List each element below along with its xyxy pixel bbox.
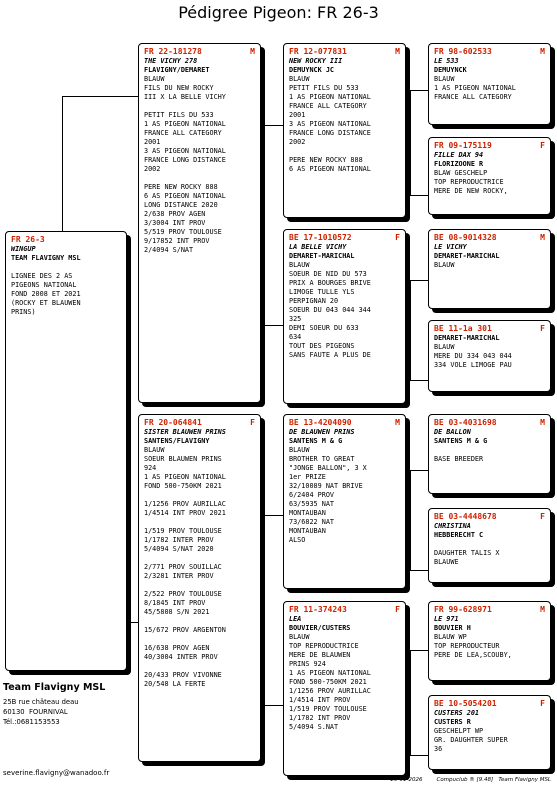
breeder-name: TEAM FLAVIGNY MSL bbox=[11, 254, 81, 262]
connector-line bbox=[263, 515, 264, 705]
info-line: FRANCE ALL CATEGORY bbox=[144, 129, 222, 137]
breeder-name: DEMUYNCK JC bbox=[289, 66, 335, 74]
pigeon-name: NEW ROCKY III bbox=[289, 57, 343, 65]
ring-number: FR 20-064841 bbox=[144, 418, 202, 427]
sex-badge: M bbox=[250, 47, 255, 56]
ring-number: FR 26-3 bbox=[11, 235, 45, 244]
pigeon-name: FILLE DAX 94 bbox=[434, 151, 484, 159]
phone-line: Tél.:0681153553 bbox=[3, 718, 60, 726]
pigeon-card-dss bbox=[428, 414, 551, 494]
info-line: 6 AS PIGEON NATIONAL bbox=[144, 192, 226, 200]
address-line: 25B rue château deau bbox=[3, 698, 79, 706]
info-line: PETIT FILS DU 533 bbox=[144, 111, 214, 119]
pigeon-name: CUSTERS 201 bbox=[434, 709, 480, 717]
team-name: Team Flavigny MSL bbox=[3, 682, 106, 693]
info-line: 63/5935 NAT bbox=[289, 500, 335, 508]
ring-number: BE 11-1a 301 bbox=[434, 324, 492, 333]
info-line: PERE DE LEA,SCOUBY, bbox=[434, 651, 512, 659]
breeder-name: DEMUYNCK bbox=[434, 66, 467, 74]
ring-number: FR 12-077831 bbox=[289, 47, 347, 56]
info-line: 9/17852 INT PROV bbox=[144, 237, 210, 245]
info-line: 15/672 PROV ARGENTON bbox=[144, 626, 226, 634]
sex-badge: F bbox=[250, 418, 255, 427]
breeder-name: SANTENS/FLAVIGNY bbox=[144, 437, 210, 445]
info-line: 2002 bbox=[144, 165, 161, 173]
info-line: BLAUWE bbox=[434, 558, 459, 566]
info-line: 1/519 PROV TOULOUSE bbox=[289, 705, 367, 713]
info-line: BLAUW bbox=[289, 75, 310, 83]
info-line: MERE DE NEW ROCKY, bbox=[434, 187, 508, 195]
info-line: 2/638 PROV AGEN bbox=[144, 210, 206, 218]
pigeon-card-dam bbox=[138, 414, 261, 762]
info-line: PIGEONS NATIONAL bbox=[11, 281, 77, 289]
address-line: 60130 FOURNIVAL bbox=[3, 708, 68, 716]
info-line: PETIT FILS DU 533 bbox=[289, 84, 359, 92]
info-line: 20/433 PROV VIVONNE bbox=[144, 671, 222, 679]
info-line: 5/4094 S.NAT bbox=[289, 723, 339, 731]
sex-badge: F bbox=[540, 699, 545, 708]
info-line: 5/4094 S/NAT 2020 bbox=[144, 545, 214, 553]
sex-badge: M bbox=[395, 47, 400, 56]
info-line: BLAUW bbox=[289, 261, 310, 269]
info-line: 325 bbox=[289, 315, 302, 323]
info-line: GESCHELPT WP bbox=[434, 727, 484, 735]
info-line: BLAUW bbox=[144, 446, 165, 454]
sex-badge: F bbox=[395, 233, 400, 242]
card-header bbox=[434, 47, 545, 57]
breeder-name: FLORIZOONE R bbox=[434, 160, 484, 168]
info-line: PRINS 924 bbox=[289, 660, 326, 668]
pigeon-name: LEA bbox=[289, 615, 302, 623]
info-line: 16/638 PROV AGEN bbox=[144, 644, 210, 652]
info-line: PRIX A BOURGES BRIVE bbox=[289, 279, 371, 287]
pigeon-name: DE BLAUWEN PRINS bbox=[289, 428, 355, 436]
info-line: BLAUW bbox=[434, 261, 455, 269]
info-line: 45/5808 S/N 2021 bbox=[144, 608, 210, 616]
info-line: ALSO bbox=[289, 536, 306, 544]
info-line bbox=[144, 491, 255, 500]
info-line: TOUT DES PIGEONS bbox=[289, 342, 355, 350]
pigeon-card-sire-sire bbox=[283, 43, 406, 218]
info-line: 2002 bbox=[289, 138, 306, 146]
info-line: 1/519 PROV TOULOUSE bbox=[144, 527, 222, 535]
page-title: Pédigree Pigeon: FR 26-3 bbox=[178, 3, 379, 22]
info-line: 924 bbox=[144, 464, 157, 472]
info-line: BLAUW bbox=[289, 633, 310, 641]
info-line: 1/4514 INT PROV 2021 bbox=[144, 509, 226, 517]
info-line: 634 bbox=[289, 333, 302, 341]
connector-line bbox=[410, 650, 411, 755]
info-line bbox=[144, 102, 255, 111]
card-header bbox=[289, 233, 400, 243]
info-line: MONTAUBAN bbox=[289, 509, 326, 517]
info-line: "JONGE BALLON", 3 X bbox=[289, 464, 367, 472]
connector-line bbox=[263, 705, 283, 706]
ring-number: FR 09-175119 bbox=[434, 141, 492, 150]
connector-line bbox=[62, 96, 138, 97]
sex-badge: F bbox=[540, 141, 545, 150]
info-line: TOP REPRODUCTRICE bbox=[289, 642, 359, 650]
info-line: 6/2404 PROV bbox=[289, 491, 335, 499]
connector-line bbox=[263, 325, 283, 326]
sex-badge: F bbox=[395, 605, 400, 614]
info-line: 6 AS PIGEON NATIONAL bbox=[289, 165, 371, 173]
info-line: 1/1782 INTER PROV bbox=[144, 536, 214, 544]
card-header bbox=[289, 605, 400, 615]
info-line: 2/771 PROV SOUILLAC bbox=[144, 563, 222, 571]
connector-line bbox=[263, 125, 264, 325]
info-line: 1 AS PIGEON NATIONAL bbox=[289, 669, 371, 677]
connector-line bbox=[410, 380, 428, 381]
card-header bbox=[289, 47, 400, 57]
ring-number: BE 17-1010572 bbox=[289, 233, 352, 242]
info-line: 1 AS PIGEON NATIONAL bbox=[289, 93, 371, 101]
info-line: DEMI SOEUR DU 633 bbox=[289, 324, 359, 332]
info-line: 32/10089 NAT BRIVE bbox=[289, 482, 363, 490]
pigeon-name: THE VICHY 278 bbox=[144, 57, 198, 65]
info-line: MONTAUBAN bbox=[289, 527, 326, 535]
info-line: 3 AS PIGEON NATIONAL bbox=[289, 120, 371, 128]
ring-number: FR 98-602533 bbox=[434, 47, 492, 56]
info-line bbox=[11, 263, 121, 272]
sex-badge: M bbox=[395, 418, 400, 427]
breeder-name: DEMARET-MARICHAL bbox=[434, 252, 500, 260]
card-header bbox=[289, 418, 400, 428]
card-header bbox=[434, 699, 545, 709]
info-line: BLAUW bbox=[144, 75, 165, 83]
info-line: 334 VOLE LIMOGE PAU bbox=[434, 361, 512, 369]
connector-line bbox=[410, 280, 411, 380]
ring-number: FR 99-628971 bbox=[434, 605, 492, 614]
breeder-name: HEBBERECHT C bbox=[434, 531, 484, 539]
info-line: 1/1256 PROV AURILLAC bbox=[289, 687, 371, 695]
info-line: 3 AS PIGEON NATIONAL bbox=[144, 147, 226, 155]
connector-line bbox=[263, 125, 283, 126]
breeder-name: SANTENS M & G bbox=[289, 437, 343, 445]
pigeon-name: SISTER BLAUWEN PRINS bbox=[144, 428, 226, 436]
info-line: SANS FAUTE A PLUS DE bbox=[289, 351, 371, 359]
pigeon-card-subject bbox=[5, 231, 127, 671]
pigeon-name: LE 533 bbox=[434, 57, 459, 65]
connector-line bbox=[410, 470, 428, 471]
connector-line bbox=[410, 280, 428, 281]
info-line bbox=[144, 518, 255, 527]
info-line: 1/4514 INT PROV bbox=[289, 696, 351, 704]
info-line: FOND 500-750KM 2021 bbox=[144, 482, 222, 490]
info-line bbox=[434, 446, 545, 455]
pigeon-card-sdd bbox=[428, 320, 551, 392]
connector-line bbox=[410, 90, 411, 195]
pigeon-card-sire bbox=[138, 43, 261, 403]
info-line bbox=[144, 174, 255, 183]
pigeon-name: LE VICHY bbox=[434, 243, 467, 251]
card-header bbox=[434, 233, 545, 243]
info-line bbox=[144, 581, 255, 590]
info-line: FRANCE LONG DISTANCE bbox=[289, 129, 371, 137]
info-line: FRANCE ALL CATEGORY bbox=[434, 93, 512, 101]
info-line: 2/522 PROV TOULOUSE bbox=[144, 590, 222, 598]
sex-badge: M bbox=[540, 605, 545, 614]
sex-badge: F bbox=[540, 324, 545, 333]
breeder-name: DEMARET-MARICHAL bbox=[434, 334, 500, 342]
breeder-name: FLAVIGNY/DEMARET bbox=[144, 66, 210, 74]
pigeon-card-ssd bbox=[428, 137, 551, 215]
info-line: FRANCE ALL CATEGORY bbox=[289, 102, 367, 110]
info-line: SOEUR DU 043 044 344 bbox=[289, 306, 371, 314]
info-line: 1/1256 PROV AURILLAC bbox=[144, 500, 226, 508]
card-header bbox=[434, 324, 545, 334]
card-header bbox=[434, 141, 545, 151]
info-line: BLAUW bbox=[434, 75, 455, 83]
info-line: 1/1782 INT PROV bbox=[289, 714, 351, 722]
card-header bbox=[11, 235, 121, 245]
pigeon-card-dam-dam bbox=[283, 601, 406, 776]
info-line: BLAUW bbox=[289, 446, 310, 454]
breeder-name: CUSTERS R bbox=[434, 718, 471, 726]
pigeon-name: CHRISTINA bbox=[434, 522, 471, 530]
info-line: 1 AS PIGEON NATIONAL bbox=[144, 120, 226, 128]
info-line: SOEUR BLAUWEN PRINS bbox=[144, 455, 222, 463]
info-line: PERE NEW ROCKY 888 bbox=[289, 156, 363, 164]
ring-number: BE 13-4204090 bbox=[289, 418, 352, 427]
email-link[interactable]: severine.flavigny@wanadoo.fr bbox=[3, 769, 110, 777]
info-line: LIGNEE DES 2 AS bbox=[11, 272, 73, 280]
info-line: III X LA BELLE VICHY bbox=[144, 93, 226, 101]
info-line bbox=[144, 635, 255, 644]
info-line: BLAUW bbox=[434, 343, 455, 351]
info-line: PRINS) bbox=[11, 308, 36, 316]
info-line: 20/548 LA FERTE bbox=[144, 680, 206, 688]
info-line: SOEUR DE NID DU 573 bbox=[289, 270, 367, 278]
pigeon-card-sds bbox=[428, 229, 551, 309]
info-line: PERPIGNAN 20 bbox=[289, 297, 339, 305]
connector-line bbox=[62, 96, 63, 236]
info-line bbox=[289, 147, 400, 156]
sex-badge: M bbox=[540, 418, 545, 427]
connector-line bbox=[410, 650, 428, 651]
pigeon-name: LA BELLE VICHY bbox=[289, 243, 347, 251]
info-line: FILS DU NEW ROCKY bbox=[144, 84, 214, 92]
info-line: 2001 bbox=[289, 111, 306, 119]
info-line bbox=[144, 554, 255, 563]
card-header bbox=[434, 512, 545, 522]
pigeon-card-dam-sire bbox=[283, 414, 406, 589]
ring-number: BE 03-4031698 bbox=[434, 418, 497, 427]
pigeon-name: WINGUP bbox=[11, 245, 36, 253]
info-line: LIMOGE TULLE YLS bbox=[289, 288, 355, 296]
info-line: MERE DE BLAUWEN bbox=[289, 651, 351, 659]
info-line: 5/519 PROV TOULOUSE bbox=[144, 228, 222, 236]
info-line: BLAUW WP bbox=[434, 633, 467, 641]
info-line: 2001 bbox=[144, 138, 161, 146]
info-line: 36 bbox=[434, 745, 443, 753]
info-line: TOP REPRODUCTRICE bbox=[434, 178, 504, 186]
connector-line bbox=[410, 195, 428, 196]
connector-line bbox=[410, 755, 428, 756]
info-line: 40/3004 INTER PROV bbox=[144, 653, 218, 661]
card-header bbox=[434, 418, 545, 428]
breeder-name: BOUVIER H bbox=[434, 624, 471, 632]
info-line bbox=[434, 540, 545, 549]
card-header bbox=[144, 418, 255, 428]
info-line bbox=[144, 617, 255, 626]
connector-line bbox=[410, 470, 411, 570]
info-line: 73/6822 NAT bbox=[289, 518, 335, 526]
info-line: 8/1845 INT PROV bbox=[144, 599, 206, 607]
info-line: FOND 2008 ET 2021 bbox=[11, 290, 81, 298]
pigeon-card-dsd bbox=[428, 508, 551, 583]
sex-badge: F bbox=[540, 512, 545, 521]
card-header bbox=[144, 47, 255, 57]
sex-badge: M bbox=[540, 47, 545, 56]
pigeon-card-sire-dam bbox=[283, 229, 406, 404]
breeder-name: BOUVIER/CUSTERS bbox=[289, 624, 351, 632]
card-header bbox=[434, 605, 545, 615]
pigeon-card-sss bbox=[428, 43, 551, 125]
info-line: BLAW GESCHELP bbox=[434, 169, 488, 177]
info-line: 3/3004 INT PROV bbox=[144, 219, 206, 227]
pigeon-name: DE BALLON bbox=[434, 428, 471, 436]
info-line: FOND 500-750KM 2021 bbox=[289, 678, 367, 686]
info-line: TOP REPRODUCTEUR bbox=[434, 642, 500, 650]
pigeon-card-dds bbox=[428, 601, 551, 681]
info-line: BROTHER TO GREAT bbox=[289, 455, 355, 463]
ring-number: BE 10-5054201 bbox=[434, 699, 497, 708]
breeder-name: SANTENS M & G bbox=[434, 437, 488, 445]
connector-line bbox=[410, 90, 428, 91]
info-line: GR. DAUGHTER SUPER bbox=[434, 736, 508, 744]
info-line: FRANCE LONG DISTANCE bbox=[144, 156, 226, 164]
info-line bbox=[144, 662, 255, 671]
info-line: 1 AS PIGEON NATIONAL bbox=[434, 84, 516, 92]
team-address bbox=[3, 697, 79, 727]
info-line: BASE BREEDER bbox=[434, 455, 484, 463]
print-credit: 29-01-2026 Compuclub ® [9.48] Team Flavigny MSL bbox=[390, 777, 551, 783]
ring-number: FR 11-374243 bbox=[289, 605, 347, 614]
connector-line bbox=[263, 515, 283, 516]
connector-line bbox=[410, 570, 428, 571]
ring-number: FR 22-181278 bbox=[144, 47, 202, 56]
sex-badge: M bbox=[540, 233, 545, 242]
breeder-name: DEMARET-MARICHAL bbox=[289, 252, 355, 260]
info-line: 2/3281 INTER PROV bbox=[144, 572, 214, 580]
ring-number: BE 03-4448678 bbox=[434, 512, 497, 521]
info-line: MERE DU 334 043 044 bbox=[434, 352, 512, 360]
info-line: 1 AS PIGEON NATIONAL bbox=[144, 473, 226, 481]
info-line: (ROCKY ET BLAUWEN bbox=[11, 299, 81, 307]
pigeon-name: LE 971 bbox=[434, 615, 459, 623]
info-line: LONG DISTANCE 2020 bbox=[144, 201, 218, 209]
info-line: 1er PRIZE bbox=[289, 473, 326, 481]
info-line: DAUGHTER TALIS X bbox=[434, 549, 500, 557]
info-line: 2/4094 S/NAT bbox=[144, 246, 194, 254]
info-line: PERE NEW ROCKY 888 bbox=[144, 183, 218, 191]
pigeon-card-ddd bbox=[428, 695, 551, 770]
ring-number: BE 08-9014328 bbox=[434, 233, 497, 242]
